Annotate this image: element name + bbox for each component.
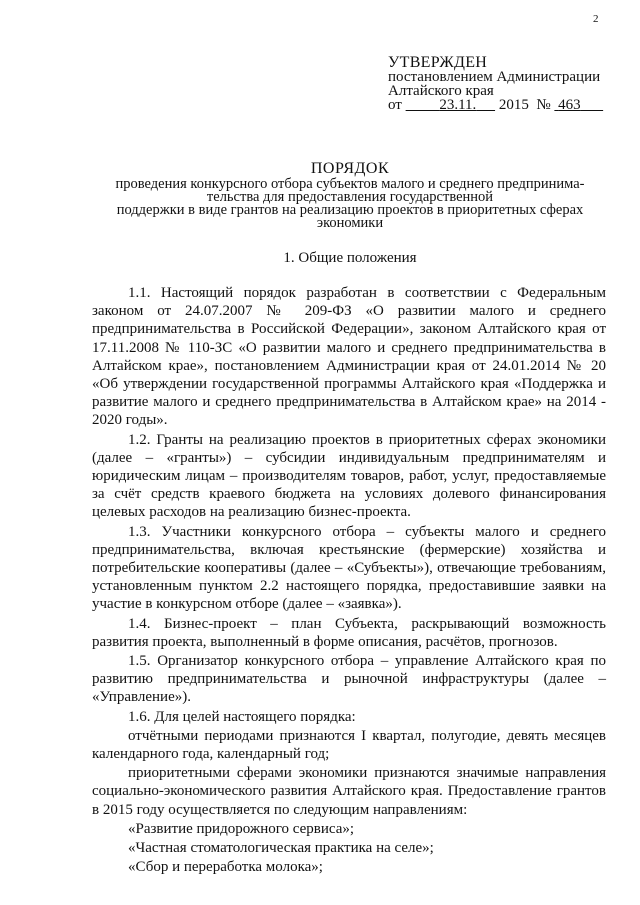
section-heading: 1. Общие положения	[283, 250, 417, 266]
approval-date-line	[388, 98, 603, 112]
paragraph-priority-spheres: приоритетными сферами экономики признаются значимые направления социально-экономического развития Алтайского края. Предоставление грантов в 2015 году осуществляется по следующим направлениям:	[92, 765, 606, 818]
list-item: «Развитие придорожного сервиса»;	[128, 820, 355, 837]
paragraph-1-6: 1.6. Для целей настоящего порядка:	[128, 708, 356, 725]
document-body	[92, 284, 606, 877]
approval-date: 23.11.	[439, 97, 477, 113]
paragraph-1-2: 1.2. Гранты на реализацию проектов в приоритетных сферах экономики (далее – «гранты») – субсидии индивидуальным предпринимателям и юридическим лицам – производителям товаров, работ, услуг, предоставляемые за счёт средств краевого бюджета на условиях долевого финансирования целевых расходов на реализацию бизнес-проекта.	[92, 431, 606, 521]
subtitle-line: поддержки в виде грантов на реализацию проектов в приоритетных сферах	[116, 202, 584, 218]
approval-number: 463	[558, 97, 581, 113]
document-subtitle	[60, 178, 640, 230]
subtitle-line: проведения конкурсного отбора субъектов малого и среднего предпринима-	[115, 176, 585, 192]
date-field	[406, 97, 495, 113]
number-field	[554, 97, 603, 113]
approval-line-2: Алтайского края	[388, 83, 494, 99]
approval-heading: УТВЕРЖДЕН	[388, 54, 488, 71]
paragraph-1-4: 1.4. Бизнес-проект – план Субъекта, раскрывающий возможность развития проекта, выполненный в форме описания, расчётов, прогнозов.	[92, 615, 606, 650]
subtitle-line: экономики	[316, 215, 384, 231]
subtitle-line: тельства для предоставления государственной	[206, 189, 494, 205]
date-prefix: от	[388, 97, 402, 113]
number-sign: №	[536, 97, 551, 113]
list-item: «Частная стоматологическая практика на селе»;	[128, 840, 434, 857]
paragraph-reporting-periods: отчётными периодами признаются I квартал, полугодие, девять месяцев календарного года, календарный год;	[92, 727, 606, 763]
paragraph-1-1: 1.1. Настоящий порядок разработан в соответствии с Федеральным законом от 24.07.2007 № 209-ФЗ «О развитии малого и среднего предпринимательства в Российской Федерации», законом Алтайского края от 17.11.2008 № 110-ЗС «О развитии малого и среднего предпринимательства в Алтайском крае», постановлением Администрации края от 24.01.2014 № 20 «Об утверждении государственной программы Алтайского края «Поддержка и развитие малого и среднего предпринимательства в Алтайском крае» на 2014 - 2020 годы».	[92, 285, 606, 429]
paragraph-1-3: 1.3. Участники конкурсного отбора – субъекты малого и среднего предпринимательства, включая крестьянские (фермерские) хозяйства и потребительские кооперативы (далее – «Субъекты»), отвечающие требованиям, установленным пунктом 2.2 настоящего порядка, предоставившие заявки на участие в конкурсном отборе (далее – «заявка»).	[92, 523, 606, 613]
approval-line-1: постановлением Администрации	[388, 69, 601, 85]
approval-block	[388, 56, 603, 112]
paragraph-1-5: 1.5. Организатор конкурсного отбора – управление Алтайского края по развитию предпринимательства и рыночной инфраструктуры (далее – «Управление»).	[92, 653, 606, 706]
list-item: «Сбор и переработка молока»;	[128, 859, 323, 876]
document-title: ПОРЯДОК	[310, 160, 390, 177]
approval-year: 2015	[498, 97, 529, 113]
page-number: 2	[593, 13, 599, 25]
